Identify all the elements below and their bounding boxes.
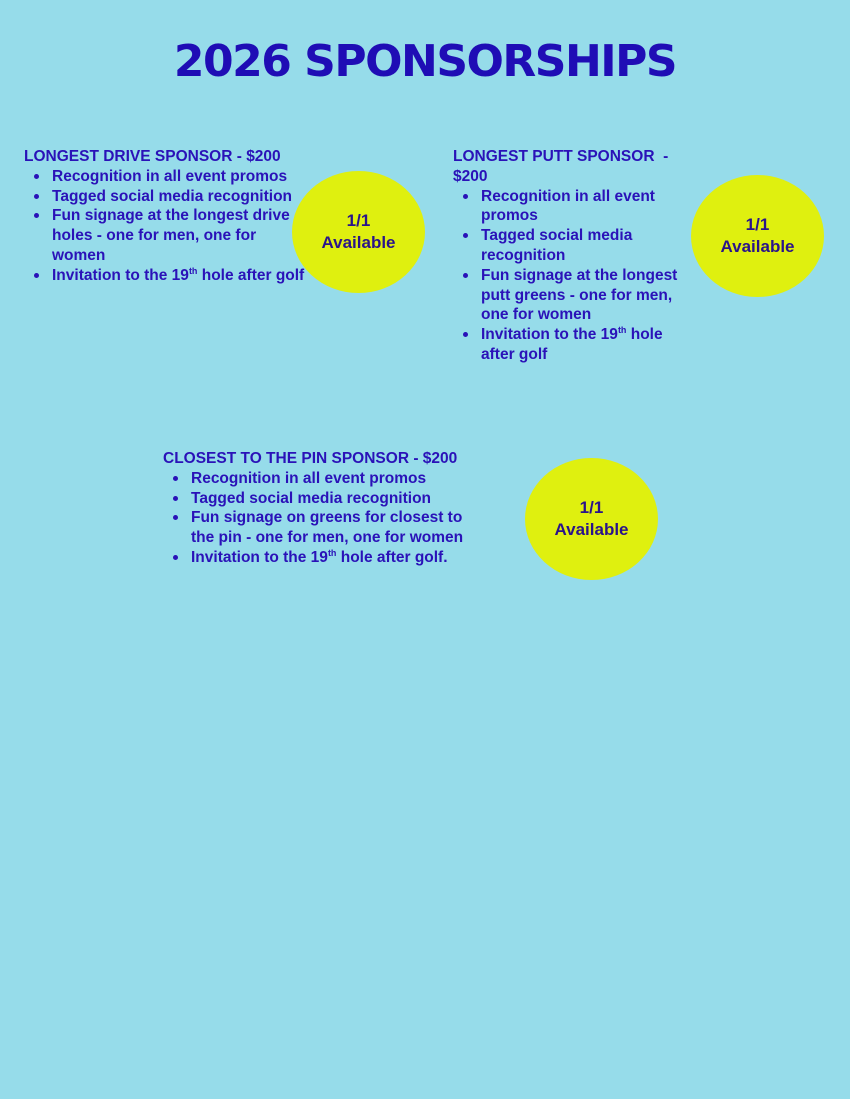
sponsorship-longest-drive	[24, 147, 306, 286]
benefit-item-invitation	[52, 266, 306, 286]
invitation-text-end: hole after golf	[481, 326, 663, 363]
benefit-item: Fun signage at the longest putt greens - one for men, one for women	[481, 266, 693, 325]
benefit-item-invitation	[481, 325, 693, 365]
ordinal-suffix: th	[188, 265, 198, 276]
benefit-item: Recognition in all event promos	[52, 167, 306, 187]
sponsorship-heading: LONGEST PUTT SPONSOR - $200	[453, 148, 673, 185]
invitation-text-end: hole after golf.	[336, 548, 448, 566]
availability-label: Available	[321, 233, 396, 252]
benefit-item: Recognition in all event promos	[481, 187, 693, 227]
availability-badge	[691, 175, 824, 297]
availability-count: 1/1	[346, 211, 371, 230]
invitation-text: Invitation to the 19	[481, 326, 618, 344]
ordinal-suffix: th	[617, 325, 627, 336]
benefits-list	[24, 167, 306, 286]
benefit-item-invitation	[191, 548, 483, 568]
sponsorship-heading: LONGEST DRIVE SPONSOR - $200	[24, 148, 281, 165]
benefit-item: Tagged social media recognition	[52, 187, 306, 207]
availability-badge	[525, 458, 658, 580]
availability-badge	[292, 171, 425, 293]
availability-label: Available	[720, 237, 795, 256]
sponsorship-longest-putt	[453, 147, 693, 365]
benefits-list	[163, 469, 483, 568]
benefit-item: Fun signage at the longest drive holes - one for men, one for women	[52, 206, 306, 265]
invitation-text: Invitation to the 19	[52, 266, 189, 284]
sponsorship-heading: CLOSEST TO THE PIN SPONSOR - $200	[163, 450, 458, 467]
benefits-list	[453, 187, 693, 365]
invitation-text-end: hole after golf	[197, 266, 305, 284]
availability-label: Available	[554, 520, 629, 539]
benefit-item: Fun signage on greens for closest to the pin - one for men, one for women	[191, 508, 483, 548]
availability-count: 1/1	[579, 498, 604, 517]
benefit-item: Recognition in all event promos	[191, 469, 483, 489]
benefit-item: Tagged social media recognition	[191, 489, 483, 509]
benefit-item: Tagged social media recognition	[481, 226, 693, 266]
page-title: 2026 SPONSORSHIPS	[173, 36, 677, 87]
ordinal-suffix: th	[327, 547, 337, 558]
availability-count: 1/1	[745, 215, 770, 234]
invitation-text: Invitation to the 19	[191, 548, 328, 566]
sponsorship-closest-to-pin	[163, 449, 483, 568]
